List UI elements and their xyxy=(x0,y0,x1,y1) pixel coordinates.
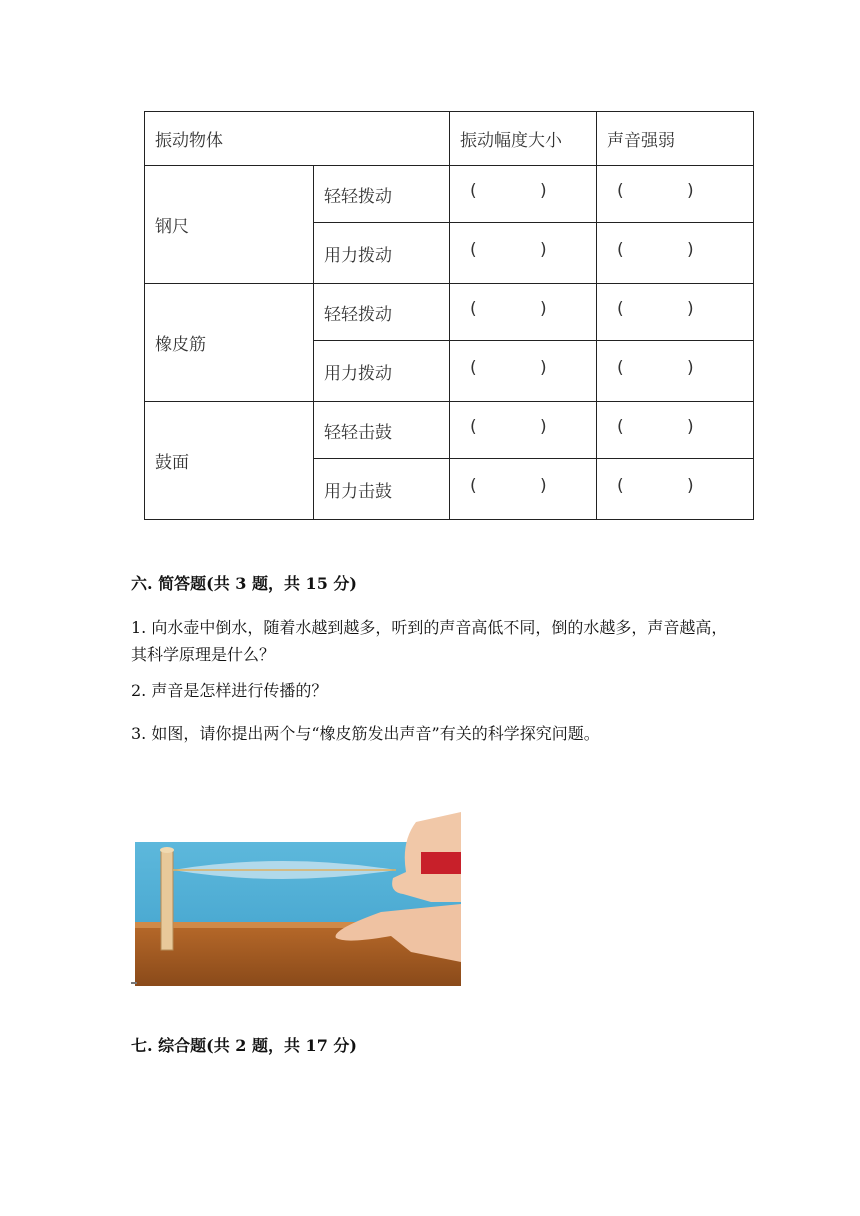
action-cell: 用力击鼓 xyxy=(314,459,450,520)
section-6-title: 六. 简答题(共 3 题，共 15 分) xyxy=(131,574,357,593)
object-cell: 橡皮筋 xyxy=(145,284,314,402)
action-cell: 轻轻击鼓 xyxy=(314,402,450,459)
action-cell: 用力拨动 xyxy=(314,341,450,402)
answer-blank: ( ) xyxy=(597,223,754,284)
answer-blank: ( ) xyxy=(597,402,754,459)
answer-blank: ( ) xyxy=(597,166,754,223)
section-7-title: 七. 综合题(共 2 题，共 17 分) xyxy=(131,1036,357,1055)
question-3: 3. 如图，请你提出两个与“橡皮筋发出声音”有关的科学探究问题。 xyxy=(131,724,600,743)
question-2: 2. 声音是怎样进行传播的？ xyxy=(131,681,328,700)
answer-blank: ( ) xyxy=(450,341,597,402)
answer-blank: ( ) xyxy=(450,223,597,284)
action-cell: 轻轻拨动 xyxy=(314,166,450,223)
question-1: 1. 向水壶中倒水，随着水越到越多，听到的声音高低不同，倒的水越多，声音越高，其科学原理是什么？ xyxy=(131,618,728,664)
action-cell: 用力拨动 xyxy=(314,223,450,284)
answer-blank: ( ) xyxy=(450,166,597,223)
answer-blank: ( ) xyxy=(450,402,597,459)
object-cell: 鼓面 xyxy=(145,402,314,520)
object-cell: 钢尺 xyxy=(145,166,314,284)
answer-blank: ( ) xyxy=(450,459,597,520)
answer-blank: ( ) xyxy=(450,284,597,341)
header-object: 振动物体 xyxy=(145,112,450,166)
answer-blank: ( ) xyxy=(597,341,754,402)
header-loudness: 声音强弱 xyxy=(597,112,754,166)
answer-blank: ( ) xyxy=(597,284,754,341)
rubber-band-experiment-photo xyxy=(131,812,461,986)
vibration-table xyxy=(144,111,754,520)
header-amplitude: 振动幅度大小 xyxy=(450,112,597,166)
answer-blank: ( ) xyxy=(597,459,754,520)
action-cell: 轻轻拨动 xyxy=(314,284,450,341)
